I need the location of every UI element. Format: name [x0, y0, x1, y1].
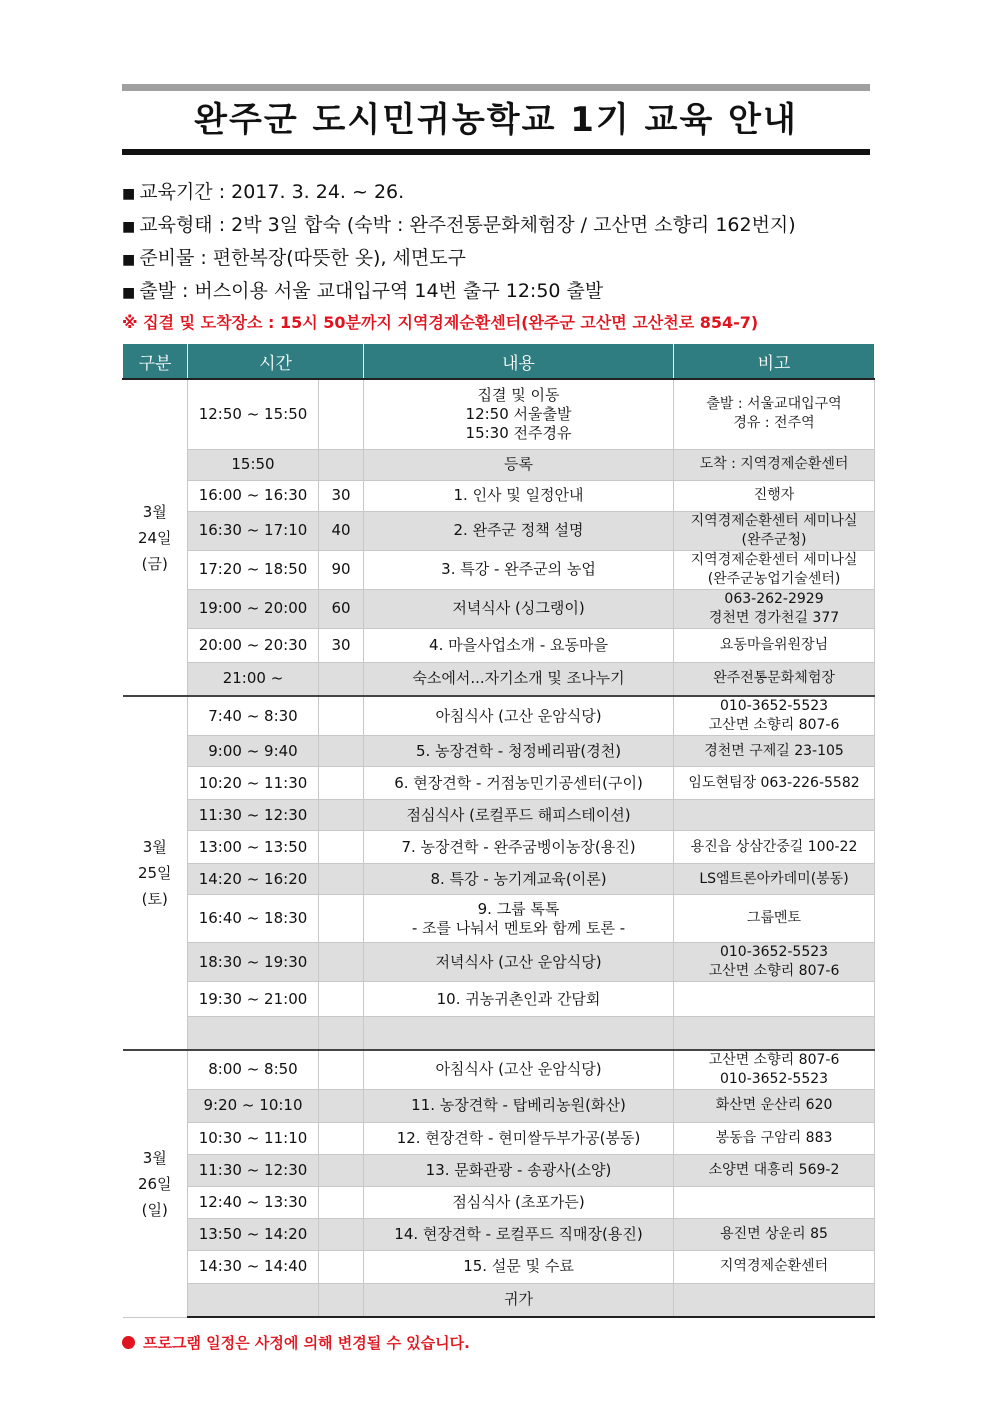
minutes-cell	[319, 1050, 364, 1090]
time-cell: 7:40 ~ 8:30	[188, 696, 319, 736]
time-cell: 21:00 ~	[188, 662, 319, 696]
day-label: 3월 25일 (토)	[123, 696, 188, 1050]
info-format: ■ 교육형태 : 2박 3일 합숙 (숙박 : 완주전통문화체험장 / 고산면 소향리 162번지)	[122, 214, 796, 236]
table-row	[123, 449, 875, 480]
table-header-row	[123, 344, 875, 380]
table-row	[123, 662, 875, 696]
content-cell: 5. 농장견학 - 청정베리팜(경천)	[364, 736, 674, 767]
table-row	[123, 696, 875, 736]
note-cell: 지역경제순환센터	[674, 1250, 875, 1283]
minutes-cell	[319, 982, 364, 1017]
content-cell: 14. 현장견학 - 로컬푸드 직매장(용진)	[364, 1218, 674, 1250]
content-cell: 11. 농장견학 - 탑베리농원(화산)	[364, 1089, 674, 1122]
content-cell: 13. 문화관광 - 송광사(소양)	[364, 1154, 674, 1186]
table-row	[123, 831, 875, 864]
info-supplies: ■ 준비물 : 편한복장(따뜻한 옷), 세면도구	[122, 247, 466, 269]
minutes-cell	[319, 662, 364, 696]
time-cell: 16:30 ~ 17:10	[188, 511, 319, 550]
minutes-cell: 90	[319, 550, 364, 589]
note-cell: 지역경제순환센터 세미나실 (완주군청)	[674, 511, 875, 550]
header-content: 내용	[364, 344, 674, 380]
schedule-body	[123, 379, 875, 1317]
time-cell: 16:40 ~ 18:30	[188, 895, 319, 943]
content-cell: 8. 특강 - 농기계교육(이론)	[364, 864, 674, 895]
minutes-cell	[319, 449, 364, 480]
content-cell	[364, 1017, 674, 1050]
time-cell: 13:00 ~ 13:50	[188, 831, 319, 864]
table-row	[123, 982, 875, 1017]
note-cell: 그룹멘토	[674, 895, 875, 943]
header-time: 시간	[188, 344, 364, 380]
table-row	[123, 1283, 875, 1317]
minutes-cell	[319, 895, 364, 943]
minutes-cell	[319, 1186, 364, 1218]
time-cell: 10:30 ~ 11:10	[188, 1122, 319, 1154]
time-cell: 15:50	[188, 449, 319, 480]
content-cell: 15. 설문 및 수료	[364, 1250, 674, 1283]
bullet-icon: ■	[122, 186, 136, 202]
table-row	[123, 1089, 875, 1122]
note-cell: 진행자	[674, 480, 875, 511]
note-cell	[674, 1017, 875, 1050]
content-cell: 9. 그룹 톡톡 - 조를 나눠서 멘토와 함께 토론 -	[364, 895, 674, 943]
note-cell: LS엠트론아카데미(봉동)	[674, 864, 875, 895]
note-cell: 지역경제순환센터 세미나실 (완주군농업기술센터)	[674, 550, 875, 589]
content-cell: 아침식사 (고산 운암식당)	[364, 1050, 674, 1090]
minutes-cell	[319, 864, 364, 895]
time-cell: 19:30 ~ 21:00	[188, 982, 319, 1017]
time-cell: 16:00 ~ 16:30	[188, 480, 319, 511]
time-cell: 12:50 ~ 15:50	[188, 379, 319, 449]
note-cell: 봉동읍 구암리 883	[674, 1122, 875, 1154]
minutes-cell	[319, 736, 364, 767]
minutes-cell	[319, 800, 364, 831]
table-row	[123, 1017, 875, 1050]
minutes-cell	[319, 1218, 364, 1250]
time-cell: 10:20 ~ 11:30	[188, 767, 319, 800]
minutes-cell: 40	[319, 511, 364, 550]
table-row	[123, 1250, 875, 1283]
note-cell: 출발 : 서울교대입구역 경유 : 전주역	[674, 379, 875, 449]
note-cell: 임도현팀장 063-226-5582	[674, 767, 875, 800]
note-cell: 용진읍 상삼간중길 100-22	[674, 831, 875, 864]
minutes-cell	[319, 1122, 364, 1154]
table-row	[123, 379, 875, 449]
bullet-icon: ■	[122, 252, 136, 268]
table-row	[123, 589, 875, 628]
note-cell: 063-262-2929 경천면 경가천길 377	[674, 589, 875, 628]
time-cell: 9:20 ~ 10:10	[188, 1089, 319, 1122]
minutes-cell: 60	[319, 589, 364, 628]
table-row	[123, 736, 875, 767]
content-cell: 7. 농장견학 - 완주굼벵이농장(용진)	[364, 831, 674, 864]
table-row	[123, 1154, 875, 1186]
table-row	[123, 1218, 875, 1250]
header-category: 구분	[123, 344, 188, 380]
minutes-cell	[319, 943, 364, 982]
table-row	[123, 1050, 875, 1090]
content-cell: 점심식사 (초포가든)	[364, 1186, 674, 1218]
schedule-table	[122, 343, 875, 1318]
info-period: ■ 교육기간 : 2017. 3. 24. ~ 26.	[122, 181, 405, 203]
content-cell: 6. 현장견학 - 거점농민기공센터(구이)	[364, 767, 674, 800]
table-row	[123, 895, 875, 943]
minutes-cell: 30	[319, 628, 364, 662]
time-cell: 17:20 ~ 18:50	[188, 550, 319, 589]
content-cell: 아침식사 (고산 운암식당)	[364, 696, 674, 736]
note-cell: 용진면 상운리 85	[674, 1218, 875, 1250]
content-cell: 10. 귀농귀촌인과 간담회	[364, 982, 674, 1017]
note-cell	[674, 982, 875, 1017]
table-row	[123, 864, 875, 895]
page-title: 완주군 도시민귀농학교 1기 교육 안내	[194, 100, 798, 140]
day-label: 3월 24일 (금)	[123, 379, 188, 696]
minutes-cell	[319, 1250, 364, 1283]
content-cell: 집결 및 이동 12:50 서울출발 15:30 전주경유	[364, 379, 674, 449]
table-row	[123, 550, 875, 589]
footer-notice	[122, 1332, 470, 1353]
table-row	[123, 767, 875, 800]
footer-text: 프로그램 일정은 사정에 의해 변경될 수 있습니다.	[143, 1334, 470, 1352]
content-cell: 저녁식사 (고산 운암식당)	[364, 943, 674, 982]
content-cell: 1. 인사 및 일정안내	[364, 480, 674, 511]
time-cell: 13:50 ~ 14:20	[188, 1218, 319, 1250]
table-row	[123, 511, 875, 550]
time-cell: 20:00 ~ 20:30	[188, 628, 319, 662]
time-cell	[188, 1283, 319, 1317]
content-cell: 숙소에서...자기소개 및 조나누기	[364, 662, 674, 696]
note-cell: 도착 : 지역경제순환센터	[674, 449, 875, 480]
meeting-place-notice: ※ 집결 및 도착장소 : 15시 50분까지 지역경제순환센터(완주군 고산면 고산천로 854-7)	[122, 313, 759, 332]
note-cell	[674, 1186, 875, 1218]
time-cell: 11:30 ~ 12:30	[188, 800, 319, 831]
info-section	[122, 176, 882, 338]
note-cell: 010-3652-5523 고산면 소향리 807-6	[674, 696, 875, 736]
minutes-cell	[319, 379, 364, 449]
info-departure: ■ 출발 : 버스이용 서울 교대입구역 14번 출구 12:50 출발	[122, 280, 604, 302]
time-cell: 18:30 ~ 19:30	[188, 943, 319, 982]
note-cell: 요동마을위원장님	[674, 628, 875, 662]
day-label: 3월 26일 (일)	[123, 1050, 188, 1318]
time-cell: 9:00 ~ 9:40	[188, 736, 319, 767]
red-dot-icon	[122, 1336, 135, 1349]
table-row	[123, 800, 875, 831]
note-cell	[674, 800, 875, 831]
content-cell: 귀가	[364, 1283, 674, 1317]
content-cell: 점심식사 (로컬푸드 해피스테이션)	[364, 800, 674, 831]
content-cell: 4. 마을사업소개 - 요동마을	[364, 628, 674, 662]
time-cell: 12:40 ~ 13:30	[188, 1186, 319, 1218]
table-row	[123, 943, 875, 982]
minutes-cell	[319, 831, 364, 864]
time-cell	[188, 1017, 319, 1050]
content-cell: 3. 특강 - 완주군의 농업	[364, 550, 674, 589]
bullet-icon: ■	[122, 219, 136, 235]
content-cell: 저녁식사 (싱그랭이)	[364, 589, 674, 628]
minutes-cell	[319, 696, 364, 736]
note-cell: 경천면 구제길 23-105	[674, 736, 875, 767]
content-cell: 2. 완주군 정책 설명	[364, 511, 674, 550]
note-cell: 완주전통문화체험장	[674, 662, 875, 696]
minutes-cell	[319, 767, 364, 800]
table-row	[123, 480, 875, 511]
title-bottom-rule	[122, 149, 870, 155]
note-cell: 고산면 소향리 807-6 010-3652-5523	[674, 1050, 875, 1090]
note-cell	[674, 1283, 875, 1317]
minutes-cell	[319, 1089, 364, 1122]
time-cell: 8:00 ~ 8:50	[188, 1050, 319, 1090]
minutes-cell	[319, 1154, 364, 1186]
time-cell: 14:20 ~ 16:20	[188, 864, 319, 895]
bullet-icon: ■	[122, 285, 136, 301]
note-cell: 010-3652-5523 고산면 소향리 807-6	[674, 943, 875, 982]
table-row	[123, 1122, 875, 1154]
header-note: 비고	[674, 344, 875, 380]
time-cell: 11:30 ~ 12:30	[188, 1154, 319, 1186]
note-cell: 소양면 대흥리 569-2	[674, 1154, 875, 1186]
title-top-rule	[122, 84, 870, 91]
table-row	[123, 1186, 875, 1218]
minutes-cell: 30	[319, 480, 364, 511]
minutes-cell	[319, 1017, 364, 1050]
time-cell: 19:00 ~ 20:00	[188, 589, 319, 628]
minutes-cell	[319, 1283, 364, 1317]
note-cell: 화산면 운산리 620	[674, 1089, 875, 1122]
time-cell: 14:30 ~ 14:40	[188, 1250, 319, 1283]
title-block	[122, 84, 870, 155]
content-cell: 등록	[364, 449, 674, 480]
table-row	[123, 628, 875, 662]
content-cell: 12. 현장견학 - 현미쌀두부가공(봉동)	[364, 1122, 674, 1154]
